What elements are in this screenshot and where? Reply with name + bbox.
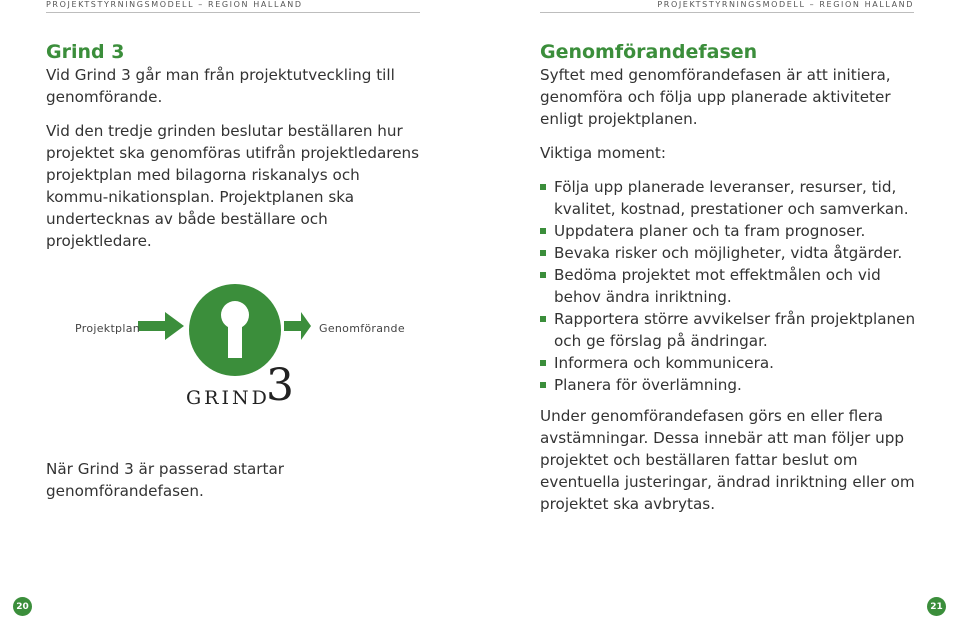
- right-page-purpose: Syftet med genomförandefasen är att initiera, genomföra och följa upp planerade aktiviteter enligt projektplanen.: [540, 66, 891, 128]
- right-page-closing: Under genomförandefasen görs en eller flera avstämningar. Dessa innebär att man följer upp projektet och beställaren fattar beslut om eventuella justeringar, ändrad inriktning eller om projektet ska avbrytas.: [540, 407, 915, 513]
- list-item: Rapportera större avvikelser från projektplanen och ge förslag på ändringar.: [540, 308, 925, 352]
- left-page-column: [46, 40, 426, 502]
- list-item: Uppdatera planer och ta fram prognoser.: [540, 220, 925, 242]
- left-page-title: Grind 3: [46, 41, 125, 63]
- diagram-label-projektplan: Projektplan: [75, 322, 141, 335]
- arrow-left-icon: [138, 312, 184, 340]
- left-page-body: Vid den tredje grinden beslutar beställaren hur projektet ska genomföras utifrån projektledarens projektplan med bilagorna riskanalys och kommu-nikationsplan. Projektplanen ska undertecknas av både beställare och projektledare.: [46, 122, 420, 250]
- left-page-closing: När Grind 3 är passerad startar genomförandefasen.: [46, 460, 284, 500]
- list-item: Informera och kommunicera.: [540, 352, 925, 374]
- gate-number: 3: [266, 360, 294, 411]
- gate-diagram-graphic: [46, 272, 426, 452]
- list-item: Följa upp planerade leveranser, resurser, tid, kvalitet, kostnad, prestationer och samverkan.: [540, 176, 925, 220]
- running-head-right: PROJEKTSTYRNINGSMODELL – REGION HALLAND: [657, 0, 914, 9]
- page-number-left: 20: [13, 597, 32, 616]
- key-moments-label: Viktiga moment:: [540, 144, 666, 162]
- header-rule-left: [46, 12, 420, 13]
- arrow-right-icon: [284, 312, 311, 340]
- left-page-intro: Vid Grind 3 går man från projektutveckling till genomförande.: [46, 66, 395, 106]
- header-rule-right: [540, 12, 914, 13]
- right-page-title: Genomförandefasen: [540, 41, 758, 63]
- key-moments-list: [540, 176, 925, 396]
- gate-word: GRIND: [186, 387, 270, 409]
- list-item: Bedöma projektet mot effektmålen och vid behov ändra inriktning.: [540, 264, 925, 308]
- list-item: Planera för överlämning.: [540, 374, 925, 396]
- gate-diagram: [46, 272, 426, 452]
- list-item: Bevaka risker och möjligheter, vidta åtgärder.: [540, 242, 925, 264]
- running-head-left: PROJEKTSTYRNINGSMODELL – REGION HALLAND: [46, 0, 303, 9]
- right-page-column: [540, 40, 925, 515]
- page-number-right: 21: [927, 597, 946, 616]
- diagram-label-genomforande: Genomförande: [319, 322, 405, 335]
